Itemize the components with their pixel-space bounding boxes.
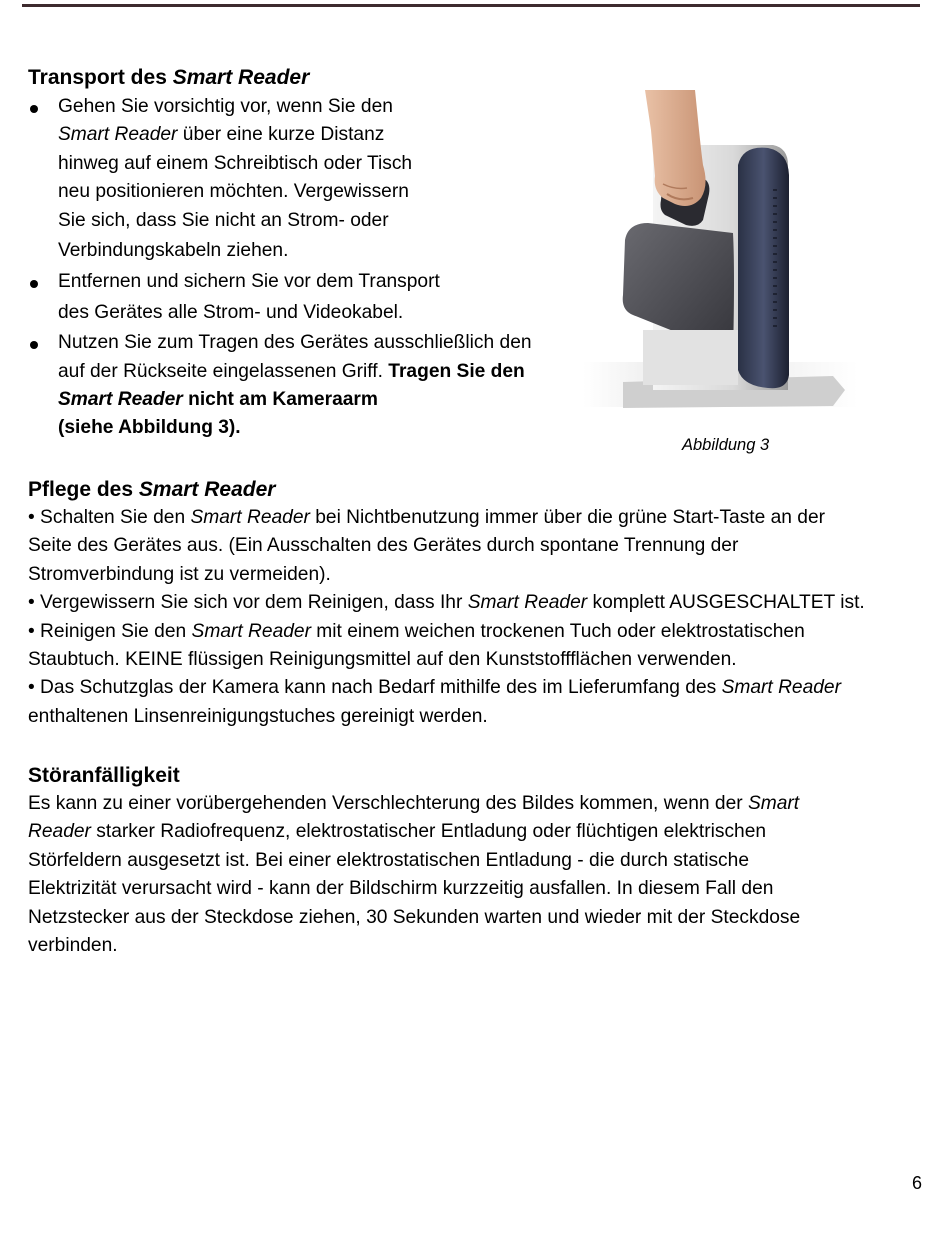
list-item: Entfernen und sichern Sie vor dem Transport des Gerätes alle Strom- und Videokabel.: [28, 268, 588, 327]
section-interference: [28, 762, 928, 960]
interference-paragraph: Es kann zu einer vorübergehenden Verschlechterung des Bildes kommen, wenn der Smart Reader starker Radiofrequenz, elektrostatischer Entladung oder flüchtigen elektrischen Störfeldern ausgesetzt ist. Bei einer elektrostatischen Entladung - die durch statische Elektrizität verursacht wird - kann der Bildschirm kurzzeitig ausfallen. In diesem Fall den Netzstecker aus der Steckdose ziehen, 30 Sekunden warten und wieder mit der Steckdose verbinden.: [28, 793, 801, 957]
section-care: [28, 476, 928, 731]
section-transport: [28, 64, 588, 443]
heading-interference: Störanfälligkeit: [28, 764, 180, 787]
list-item: Gehen Sie vorsichtig vor, wenn Sie den Smart Reader über eine kurze Distanz hinweg auf einem Schreibtisch oder Tisch neu positionieren möchten. Vergewissern Sie sich, dass Sie nicht an Strom- oder Verbindungskabeln ziehen.: [28, 93, 588, 265]
care-paragraph: • Schalten Sie den Smart Reader bei Nichtbenutzung immer über die grüne Start-Taste an der Seite des Gerätes aus. (Ein Ausschalten des Gerätes durch spontane Trennung der Stromverbindung ist zu vermeiden). • Vergewissern Sie sich vor dem Reinigen, dass Ihr Smart Reader komplett AUSGESCHALTET ist. • Reinigen Sie den Smart Reader mit einem weichen trockenen Tuch oder elektrostatischen Staubtuch. KEINE flüssigen Reinigungsmittel auf den Kunststoffflächen verwenden. • Das Schutzglas der Kamera kann nach Bedarf mithilfe des im Lieferumfang des Smart Reader enthaltenen Linsenreinigungstuches gereinigt werden.: [28, 507, 865, 727]
bullet-icon: [30, 280, 38, 288]
list-item: Nutzen Sie zum Tragen des Gerätes ausschließlich den auf der Rückseite eingelassenen Griff. Tragen Sie den Smart Reader nicht am Kameraarm (siehe Abbildung 3).: [28, 329, 588, 443]
figure-smart-reader-image: [583, 90, 858, 410]
page-number: 6: [911, 1173, 922, 1193]
bullet-icon: [30, 341, 38, 349]
transport-list: [28, 93, 588, 443]
heading-transport: Transport des Smart Reader: [28, 66, 310, 89]
heading-care: Pflege des Smart Reader: [28, 478, 276, 501]
smart-reader-illustration: [583, 90, 858, 410]
bullet-icon: [30, 105, 38, 113]
figure-caption: Abbildung 3: [682, 436, 770, 454]
top-rule: [22, 4, 920, 7]
